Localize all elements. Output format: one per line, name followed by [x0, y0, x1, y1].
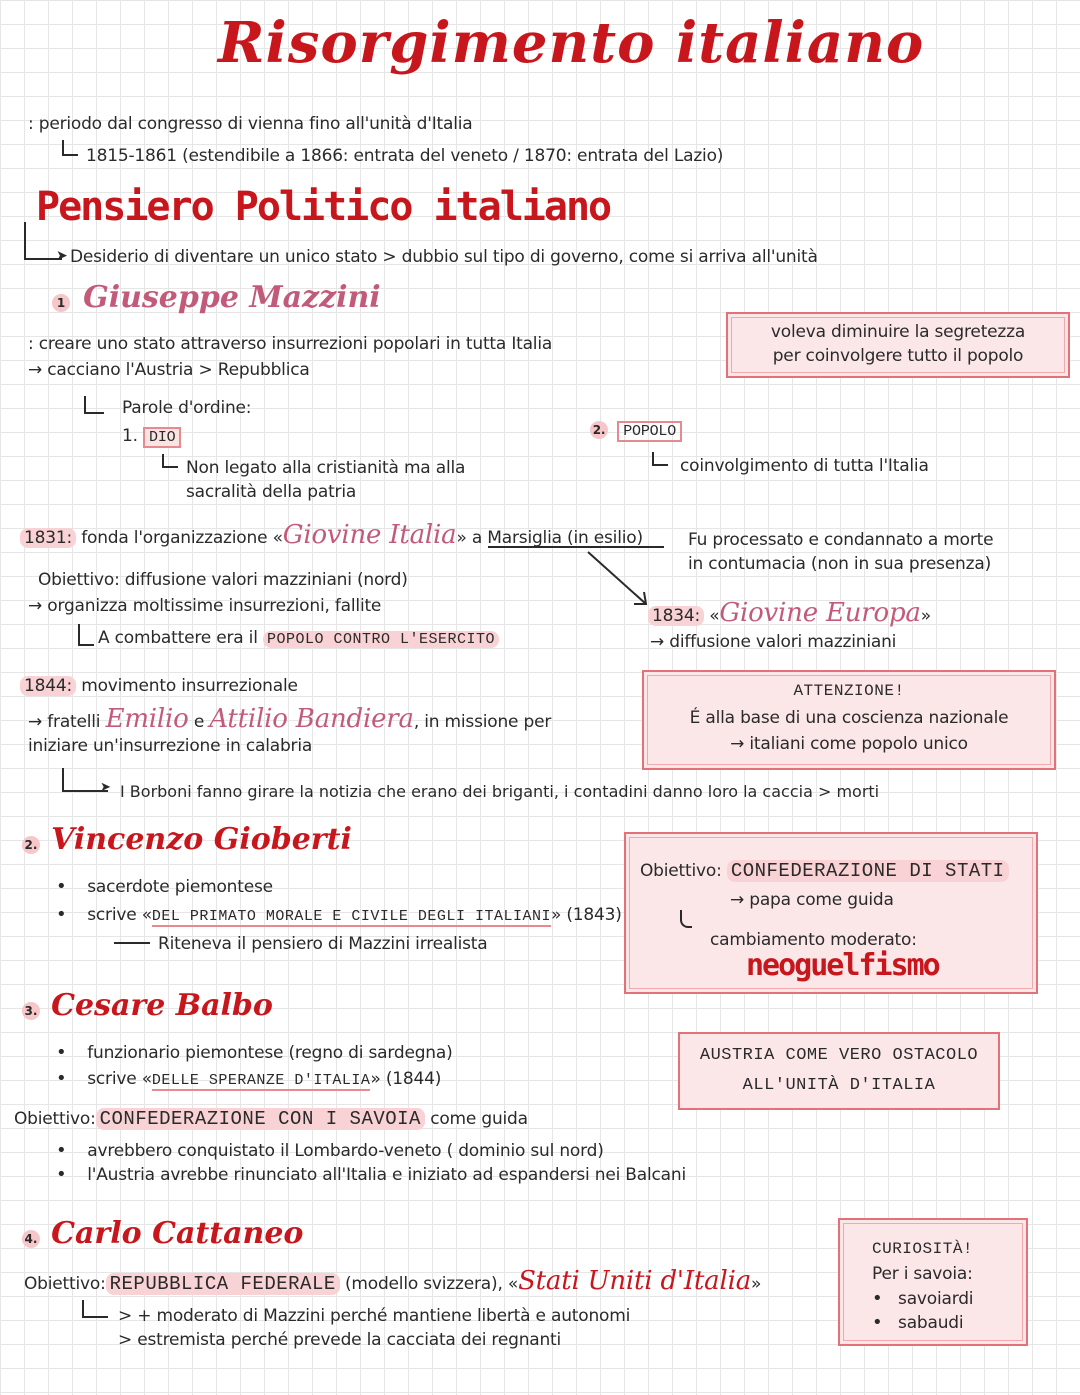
parola-dio	[122, 426, 181, 446]
intro-line: : periodo dal congresso di vienna fino all'unità d'Italia	[28, 114, 473, 134]
gioberti-obj-value: CONFEDERAZIONE DI STATI	[727, 860, 1009, 882]
iniziare-line: iniziare un'insurrezione in calabria	[28, 736, 313, 756]
papa-line: → papa come guida	[730, 890, 894, 910]
parola-dio-label: DIO	[143, 427, 181, 448]
mazzini-name: Giuseppe Mazzini	[83, 280, 381, 315]
curiosita-item1-text: savoiardi	[898, 1289, 974, 1309]
curiosita-sub: Per i savoia:	[872, 1264, 973, 1284]
stati-uniti: Stati Uniti d'Italia	[518, 1266, 751, 1296]
y1834-line: 1834: «Giovine Europa»	[648, 598, 931, 628]
mazzini-obiettivo2: → organizza moltissime insurrezioni, fallite	[28, 596, 382, 616]
cattaneo-obj-mid: (modello svizzera), «	[344, 1274, 519, 1294]
mazzini-number: 1	[52, 294, 70, 312]
dio-desc1: Non legato alla cristianità ma alla	[186, 458, 466, 478]
popolo-esercito: POPOLO CONTRO L'ESERCITO	[263, 631, 499, 648]
attenzione-title: ATTENZIONE!	[793, 682, 905, 700]
processo-line2: in contumacia (non in sua presenza)	[688, 554, 992, 574]
curiosita-title: CURIOSITÀ!	[872, 1240, 974, 1258]
intro-dates: 1815-1861 (estendibile a 1866: entrata del veneto / 1870: entrata del Lazio)	[86, 146, 724, 166]
fratelli-label: → fratelli	[28, 712, 101, 732]
mazzini-obiettivo3	[98, 628, 499, 648]
gioberti-number: 2.	[22, 836, 40, 854]
balbo-book: DELLE SPERANZE D'ITALIA	[151, 1072, 371, 1089]
curiosita-box	[838, 1218, 1028, 1346]
ritene-arrow	[114, 942, 150, 944]
balbo-b2-pre: scrive «	[87, 1069, 152, 1089]
popolo-desc: coinvolgimento di tutta l'Italia	[680, 456, 929, 476]
mazzini-line1: : creare uno stato attraverso insurrezioni popolari in tutta Italia	[28, 334, 553, 354]
mazzini-note-line2: per coinvolgere tutto il popolo	[772, 346, 1024, 366]
emilio-name: Emilio	[105, 704, 189, 734]
balbo-obj-end: come guida	[430, 1109, 528, 1129]
dio-desc2: sacralità della patria	[186, 482, 357, 502]
curiosita-item2: • sabaudi	[872, 1312, 964, 1333]
balbo-b2: • scrive «DELLE SPERANZE D'ITALIA» (1844)	[56, 1068, 442, 1089]
giovine-europa: Giovine Europa	[719, 598, 921, 628]
y1831-year: 1831:	[20, 528, 76, 548]
gioberti-obj-label: Obiettivo:	[640, 861, 722, 881]
attenzione-line1: É alla base di una coscienza nazionale	[689, 708, 1009, 728]
cambiamento-line: cambiamento moderato:	[710, 930, 917, 950]
fratelli-e: e	[193, 712, 205, 732]
borboni-arrowhead: ➤	[100, 780, 111, 795]
cattaneo-d2: > estremista perché prevede la cacciata dei regnanti	[118, 1330, 562, 1350]
parole-connector	[84, 396, 104, 414]
cattaneo-name: Carlo Cattaneo	[51, 1216, 304, 1251]
cattaneo-header	[22, 1216, 303, 1251]
page-title: Risorgimento italiano	[218, 10, 925, 76]
balbo-b1-text: funzionario piemontese (regno di sardegna)	[87, 1043, 453, 1063]
cattaneo-objective	[24, 1266, 761, 1296]
dio-connector	[162, 454, 178, 468]
y1831-text: fonda l'organizzazione	[81, 528, 268, 548]
balbo-number: 3.	[22, 1002, 40, 1020]
balbo-obj-label: Obiettivo:	[14, 1109, 96, 1129]
gioberti-book: DEL PRIMATO MORALE E CIVILE DEGLI ITALIANI	[151, 908, 551, 925]
attilio-name: Attilio Bandiera	[209, 704, 414, 734]
balbo-header	[22, 988, 273, 1023]
mazzini-header	[52, 280, 381, 315]
obiettivo3-text: A combattere era il	[98, 628, 258, 648]
gioberti-header	[22, 822, 352, 857]
parola-popolo-label: POPOLO	[617, 421, 682, 442]
gioberti-b1: • sacerdote piemontese	[56, 876, 273, 897]
gioberti-b2-pre: scrive «	[87, 905, 152, 925]
y1831-end: a Marsiglia (in esilio)	[471, 528, 643, 548]
mazzini-note-box	[726, 312, 1070, 378]
gioberti-b1-text: sacerdote piemontese	[87, 877, 273, 897]
austria-line2: ALL'UNITÀ D'ITALIA	[742, 1076, 936, 1095]
fratelli-line	[28, 704, 551, 734]
parola-dio-number: 1.	[122, 426, 138, 446]
processo-line1: Fu processato e condannato a morte	[688, 530, 994, 550]
balbo-c1: • avrebbero conquistato il Lombardo-veneto ( dominio sul nord)	[56, 1140, 604, 1161]
section-arrowhead: ➤	[56, 248, 68, 264]
missione-text: , in missione per	[413, 712, 552, 732]
balbo-c2-text: l'Austria avrebbe rinunciato all'Italia e iniziato ad espandersi nei Balcani	[87, 1165, 686, 1185]
section-heading: Pensiero Politico italiano	[36, 184, 611, 230]
balbo-name: Cesare Balbo	[51, 988, 273, 1023]
attenzione-box	[642, 670, 1056, 770]
balbo-objective	[14, 1108, 528, 1130]
balbo-c1-text: avrebbero conquistato il Lombardo-veneto ( dominio sul nord)	[87, 1141, 604, 1161]
popolo-connector	[652, 452, 668, 466]
attenzione-line2: → italiani come popolo unico	[730, 734, 968, 754]
mazzini-note-line1: voleva diminuire la segretezza	[770, 322, 1026, 342]
gioberti-objective	[640, 860, 1009, 882]
cattaneo-obj-label: Obiettivo:	[24, 1274, 106, 1294]
curiosita-item1: • savoiardi	[872, 1288, 974, 1309]
cattaneo-obj-value: REPUBBLICA FEDERALE	[106, 1273, 340, 1295]
balbo-b2-post: » (1844)	[370, 1069, 442, 1089]
austria-line1: AUSTRIA COME VERO OSTACOLO	[699, 1046, 979, 1065]
y1831-line: 1831: fonda l'organizzazione «Giovine Italia» a Marsiglia (in esilio)	[20, 520, 643, 550]
gioberti-b2: • scrive «DEL PRIMATO MORALE E CIVILE DEGLI ITALIANI» (1843)	[56, 904, 622, 925]
cattaneo-connector	[82, 1300, 108, 1318]
borboni-line: I Borboni fanno girare la notizia che erano dei briganti, i contadini danno loro la caccia > morti	[120, 782, 880, 801]
y1844-text: movimento insurrezionale	[81, 676, 298, 696]
gioberti-name: Vincenzo Gioberti	[51, 822, 352, 857]
section-subline: Desiderio di diventare un unico stato > dubbio sul tipo di governo, come si arriva all'unità	[70, 247, 818, 267]
parole-label: Parole d'ordine:	[122, 398, 252, 418]
curiosita-item2-text: sabaudi	[898, 1313, 964, 1333]
balbo-obj-value: CONFEDERAZIONE CON I SAVOIA	[96, 1108, 425, 1130]
ritene-line: Riteneva il pensiero di Mazzini irrealista	[158, 934, 488, 954]
mazzini-line2: → cacciano l'Austria > Repubblica	[28, 360, 310, 380]
obiettivo-connector	[78, 624, 94, 646]
arrow-to-1834	[584, 548, 654, 612]
neoguelfismo: neoguelfismo	[746, 948, 939, 983]
y1834-year: 1834:	[648, 606, 704, 626]
y1844-year: 1844:	[20, 676, 76, 696]
cambiamento-hook	[680, 910, 692, 928]
mazzini-obiettivo1: Obiettivo: diffusione valori mazziniani (nord)	[38, 570, 408, 590]
gioberti-box	[624, 832, 1038, 994]
cattaneo-number: 4.	[22, 1230, 40, 1248]
austria-box	[678, 1032, 1000, 1110]
europa-desc: → diffusione valori mazziniani	[650, 632, 897, 652]
gioberti-b2-post: » (1843)	[550, 905, 622, 925]
balbo-c2: • l'Austria avrebbe rinunciato all'Italia e iniziato ad espandersi nei Balcani	[56, 1164, 686, 1185]
parola-popolo	[590, 420, 682, 440]
balbo-b1: • funzionario piemontese (regno di sardegna)	[56, 1042, 453, 1063]
y1844-line	[20, 676, 298, 696]
intro-connector	[62, 140, 78, 156]
cattaneo-d1: > + moderato di Mazzini perché mantiene libertà e autonomi	[118, 1306, 631, 1326]
cattaneo-obj-close: »	[751, 1274, 762, 1294]
giovine-italia: Giovine Italia	[282, 520, 457, 550]
parola-popolo-number: 2.	[590, 421, 608, 439]
